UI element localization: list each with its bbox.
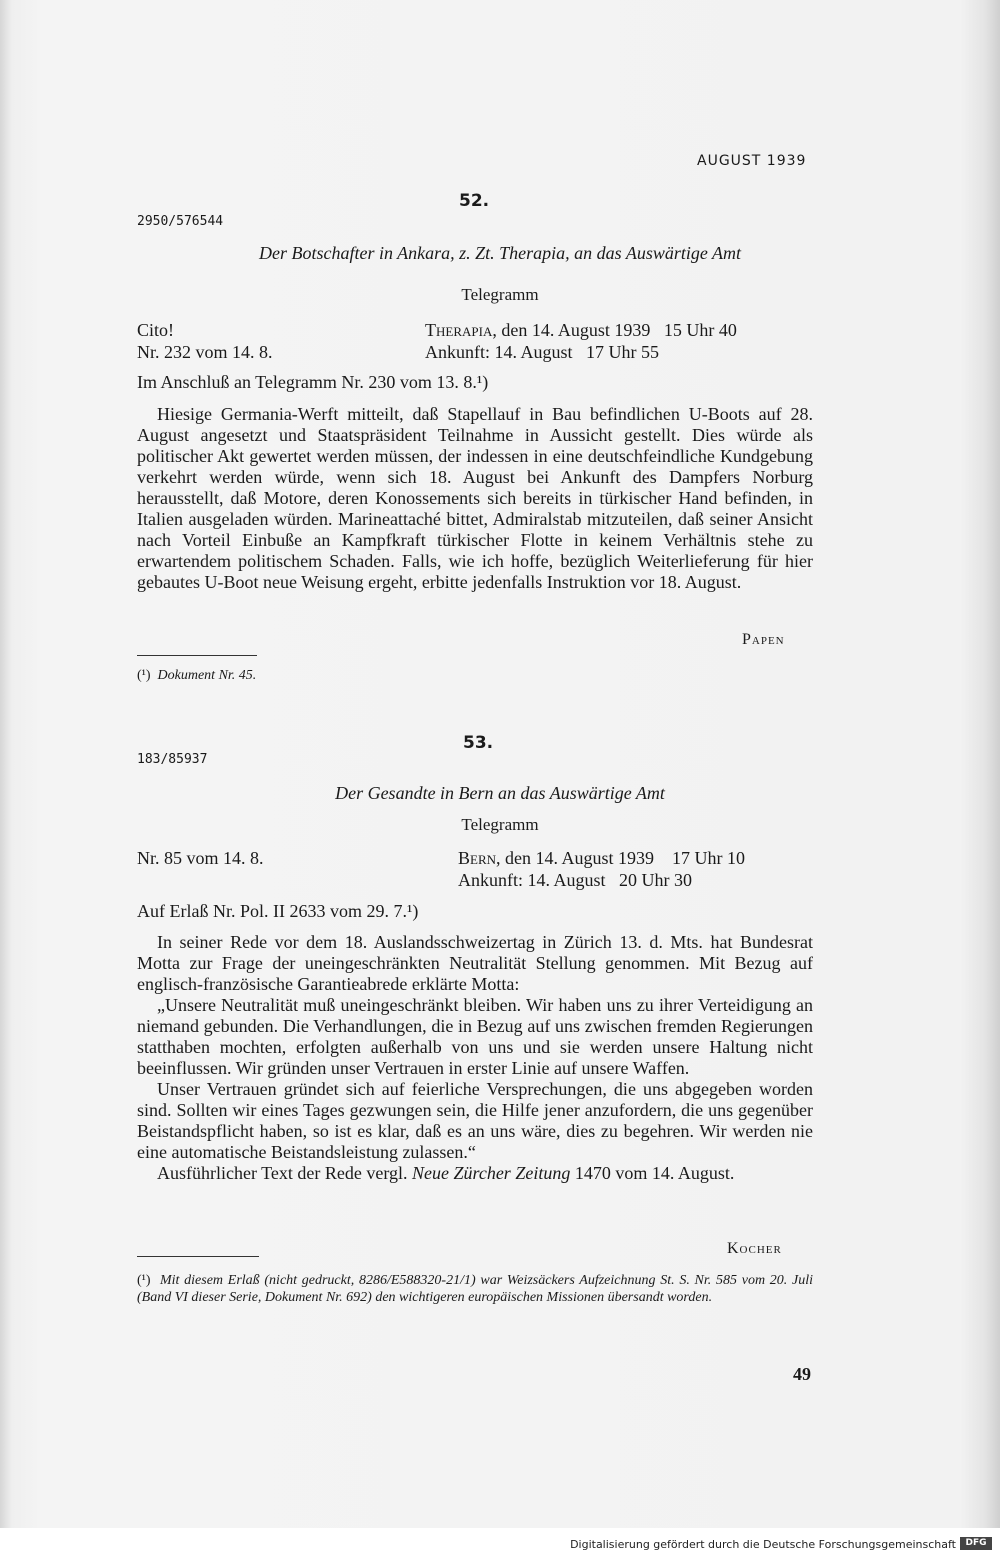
doc53-body (137, 932, 813, 1184)
doc52-body (137, 404, 813, 593)
doc52-place: Therapia (425, 320, 493, 340)
doc53-newspaper-title: Neue Zürcher Zeitung (412, 1163, 571, 1183)
doc52-dispatch-line (425, 320, 737, 341)
doc53-footnote-mark: (¹) (137, 1273, 151, 1288)
doc53-file-ref: 183/85937 (137, 752, 208, 767)
doc53-dispatch-line (458, 848, 745, 869)
doc52-priority: Cito! (137, 320, 175, 340)
doc53-arrival: Ankunft: 14. August 20 Uhr 30 (458, 870, 692, 890)
doc52-footnote-mark: (¹) (137, 668, 151, 683)
doc52-type: Telegramm (461, 285, 539, 304)
doc53-paragraph-2: „Unsere Neutralität muß uneingeschränkt bleiben. Wir haben uns zu ihrer Verteidigung an niemand gebunden. Die Verhandlungen, die in Bezug auf uns zwischen fremden Regierungen statthaben mochten, erfolgten außerhalb von uns und sie werden unsere Haltung nicht beeinflussen. Wir gründen unser Vertrauen in erster Linie auf unsere Waffen. (137, 995, 813, 1078)
doc53-place: Bern (458, 848, 497, 868)
doc52-sent-time: , den 14. August 1939 15 Uhr 40 (492, 320, 737, 340)
doc52-paragraph: Hiesige Germania-Werft mitteilt, daß Stapellauf in Bau befindlichen U-Boots auf 28. August angesetzt und Staatspräsident Teilnahme in Aussicht gestellt. Dies würde als politischer Akt gewertet werden müssen, der indessen in eine deutschfeindliche Kundgebung verkehrt werden würde, wenn sich 18. August bei Ankunft des Dampfers Norburg herausstellt, daß Motore, deren Konossements sich bereits in türkischer Hand befinden, in Italien ausgeladen würden. Marineattaché bittet, Admiralstab mitzuteilen, daß seiner Ansicht nach Vorteil Einbuße an Kampfkraft türkischer Flotte in keinem Verhältnis stehe zu erwartendem politischem Schaden. Falls, wie ich hoffe, bezüglich Weiterlieferung für hier gebautes U-Boot neue Weisung ergeht, erbitte jedenfalls Instruktion vor 18. August. (137, 404, 813, 592)
doc52-number: 52. (459, 191, 490, 211)
doc53-type: Telegramm (461, 815, 539, 834)
doc52-arrival: Ankunft: 14. August 17 Uhr 55 (425, 342, 659, 362)
funding-notice: Digitalisierung gefördert durch die Deutsche Forschungsgemeinschaft (570, 1538, 956, 1551)
doc53-footnote-text: Mit diesem Erlaß (nicht gedruckt, 8286/E588320-21/1) war Weizsäckers Aufzeichnung St. S. Nr. 585 vom 20. Juli (Band VI dieser Serie, Dokument Nr. 692) den wichtigeren europäischen Missionen übersandt worden. (137, 1273, 814, 1305)
doc52-signature: Papen (742, 631, 785, 648)
doc53-footnote (137, 1272, 813, 1306)
doc52-file-ref: 2950/576544 (137, 214, 224, 229)
doc53-paragraph-3: Unser Vertrauen gründet sich auf feierliche Versprechungen, die uns abgegeben worden sind. Sollten wir eines Tages gezwungen sein, die Hilfe jener anzufordern, die uns gegenüber Beistandspflicht haben, so ist es klar, daß es an uns wäre, dies zu begehren. Wir werden nie eine automatische Beistandsleistung zulassen.“ (137, 1079, 813, 1162)
doc53-telegram-number: Nr. 85 vom 14. 8. (137, 848, 264, 868)
doc53-paragraph-4-tail: 1470 vom 14. August. (570, 1163, 735, 1183)
doc53-paragraph-4 (137, 1163, 813, 1184)
running-header-month: AUGUST 1939 (697, 153, 807, 169)
doc52-footnote-text: Dokument Nr. 45. (157, 668, 257, 683)
doc52-reference: Im Anschluß an Telegramm Nr. 230 vom 13. 8.¹) (137, 372, 489, 392)
doc52-footnote (137, 667, 256, 684)
doc53-reference: Auf Erlaß Nr. Pol. II 2633 vom 29. 7.¹) (137, 901, 419, 921)
doc53-footnote-rule (137, 1256, 259, 1257)
doc53-sent-time: , den 14. August 1939 17 Uhr 10 (496, 848, 746, 868)
dfg-logo: DFG (960, 1537, 992, 1550)
doc53-signature: Kocher (727, 1240, 782, 1257)
doc53-number: 53. (463, 733, 494, 753)
doc53-paragraph-1: In seiner Rede vor dem 18. Auslandsschweizertag in Zürich 13. d. Mts. hat Bundesrat Motta zur Frage der uneingeschränkten Neutralität Stellung genommen. Mit Bezug auf englisch-französische Garantieabrede erklärte Motta: (137, 932, 813, 994)
doc53-title: Der Gesandte in Bern an das Auswärtige Amt (335, 783, 665, 803)
page-number: 49 (793, 1364, 811, 1384)
doc52-title: Der Botschafter in Ankara, z. Zt. Therapia, an das Auswärtige Amt (258, 243, 742, 263)
doc52-telegram-number: Nr. 232 vom 14. 8. (137, 342, 273, 362)
doc53-paragraph-4-lead: Ausführlicher Text der Rede vergl. (157, 1163, 412, 1183)
doc52-footnote-rule (137, 655, 257, 656)
